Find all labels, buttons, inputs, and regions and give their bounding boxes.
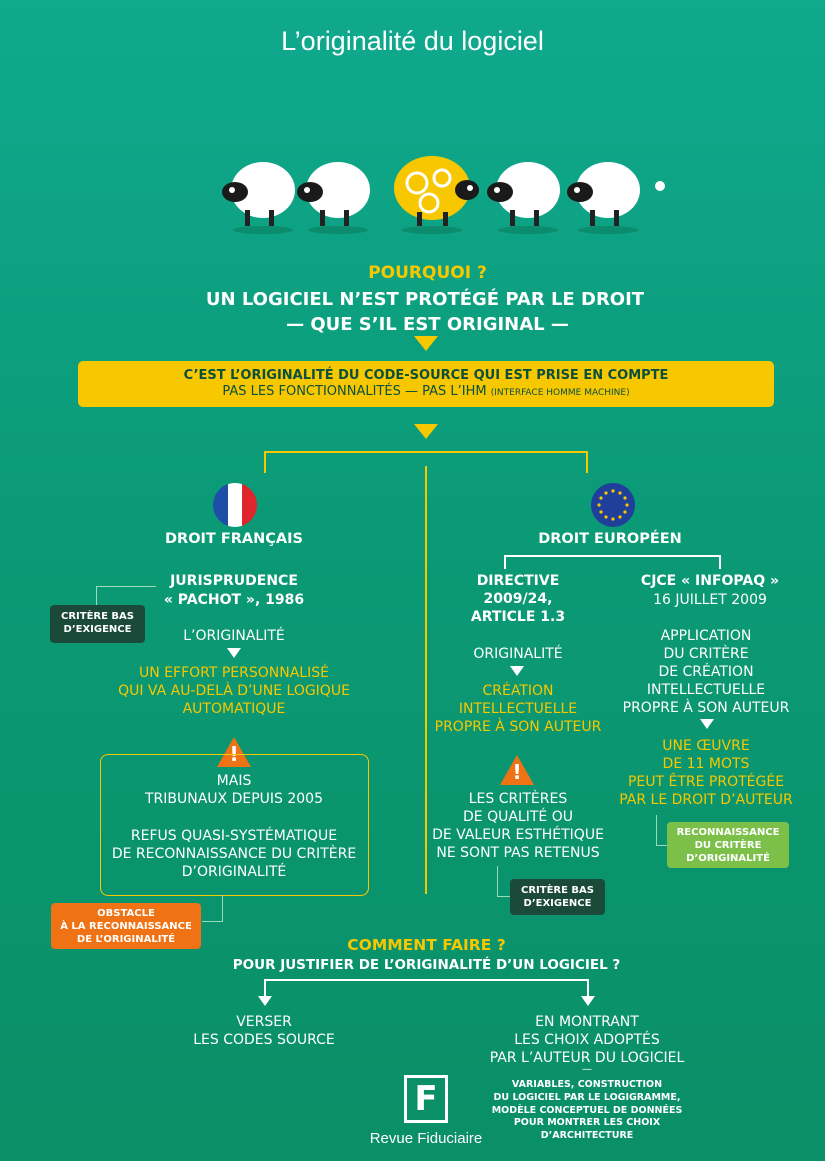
originality-label: L’ORIGINALITÉ xyxy=(183,628,285,644)
eu-flag-icon xyxy=(590,482,636,528)
why-question: POURQUOI ? xyxy=(368,263,487,283)
arrow-down-icon xyxy=(700,719,714,729)
connector-line xyxy=(497,866,498,896)
sheep-icon xyxy=(297,162,370,234)
revue-fiduciaire-logo-mark xyxy=(404,1075,448,1123)
branch-line xyxy=(587,979,589,997)
branch-line xyxy=(264,451,587,453)
french-law-heading: DROIT FRANÇAIS xyxy=(165,531,303,547)
courts-since-2005: MAIS TRIBUNAUX DEPUIS 2005 xyxy=(144,773,323,807)
arrow-down-icon xyxy=(227,648,241,658)
refusal-text: REFUS QUASI-SYSTÉMATIQUE DE RECONNAISSANCE DU CRITÈRE D’ORIGINALITÉ xyxy=(111,828,357,880)
golden-sheep-icon xyxy=(394,156,479,234)
personal-effort-text: UN EFFORT PERSONNALISÉ QUI VA AU-DELÀ D’UNE LOGIQUE AUTOMATIQUE xyxy=(118,665,350,717)
banner-line1: C’EST L’ORIGINALITÉ DU CODE-SOURCE QUI EST PRISE EN COMPTE xyxy=(183,368,669,383)
eleven-words-text: UNE ŒUVRE DE 11 MOTS PEUT ÊTRE PROTÉGÉE PAR LE DROIT D’AUTEUR xyxy=(619,738,793,808)
how-question: COMMENT FAIRE ? xyxy=(347,936,506,954)
branch-line xyxy=(264,451,266,473)
france-flag-icon xyxy=(212,482,258,528)
directive-originality: ORIGINALITÉ xyxy=(473,646,563,662)
sheep-icon xyxy=(487,162,560,234)
sheep-icon xyxy=(222,162,295,234)
cjce-date: 16 JUILLET 2009 xyxy=(653,592,767,608)
originality-recognition-tag: RECONNAISSANCE DU CRITÈRE D’ORIGINALITÉ xyxy=(667,822,789,868)
architecture-details: VARIABLES, CONSTRUCTION DU LOGICIEL PAR LE LOGIGRAMME, MODÈLE CONCEPTUEL DE DONNÉES POUR MONTRER LES CHOIX D’ARCHITECTURE xyxy=(491,1079,683,1142)
low-requirement-tag: CRITÈRE BAS D’EXIGENCE xyxy=(510,879,605,915)
directive-title: DIRECTIVE 2009/24, ARTICLE 1.3 xyxy=(470,573,566,625)
intellectual-creation-text: CRÉATION INTELLECTUELLE PROPRE À SON AUTEUR xyxy=(434,683,602,735)
banner-line2-small: (INTERFACE HOMME MACHINE) xyxy=(490,388,630,398)
arrow-down-icon xyxy=(510,666,524,676)
connector-line xyxy=(96,586,156,587)
sheep-illustration xyxy=(215,148,675,243)
sheep-icon xyxy=(567,162,665,234)
banner-line2 xyxy=(78,384,774,399)
arrow-down-icon xyxy=(581,996,595,1006)
branch-line xyxy=(504,555,720,557)
why-statement: UN LOGICIEL N’EST PROTÉGÉ PAR LE DROIT xyxy=(205,289,645,310)
revue-fiduciaire-logo-text: Revue Fiduciaire xyxy=(369,1130,483,1147)
branch-line xyxy=(264,979,266,997)
connector-line xyxy=(222,895,223,921)
branch-line xyxy=(586,451,588,473)
obstacle-tag: OBSTACLE À LA RECONNAISSANCE DE L’ORIGINALITÉ xyxy=(51,903,201,949)
branch-line xyxy=(504,555,506,569)
warning-icon: ! xyxy=(500,755,534,785)
connector-line xyxy=(202,921,223,922)
jurisprudence-case: « PACHOT », 1986 xyxy=(163,592,305,608)
low-requirement-tag: CRITÈRE BAS D’EXIGENCE xyxy=(50,605,145,643)
banner-line2-text: PAS LES FONCTIONNALITÉS — PAS L’IHM xyxy=(222,384,487,399)
criteria-not-retained: LES CRITÈRES DE QUALITÉ OU DE VALEUR ESTHÉTIQUE NE SONT PAS RETENUS xyxy=(432,791,604,861)
logo-letter: F xyxy=(407,1078,445,1120)
arrow-down-icon xyxy=(414,424,438,439)
warning-icon: ! xyxy=(217,737,251,767)
show-author-choices: EN MONTRANT LES CHOIX ADOPTÉS PAR L’AUTEUR DU LOGICIEL xyxy=(489,1014,685,1066)
branch-line xyxy=(719,555,721,569)
connector-line xyxy=(497,896,511,897)
why-statement-original: — QUE S’IL EST ORIGINAL — xyxy=(286,314,569,335)
how-statement: POUR JUSTIFIER DE L’ORIGINALITÉ D’UN LOGICIEL ? xyxy=(232,957,621,973)
connector-line xyxy=(96,586,97,606)
jurisprudence-title: JURISPRUDENCE xyxy=(170,573,298,589)
cjce-application-text: APPLICATION DU CRITÈRE DE CRÉATION INTELLECTUELLE PROPRE À SON AUTEUR xyxy=(622,628,790,716)
arrow-down-icon xyxy=(414,336,438,351)
cjce-title: CJCE « INFOPAQ » xyxy=(640,573,780,589)
submit-source-code: VERSER LES CODES SOURCE xyxy=(193,1014,335,1048)
connector-line xyxy=(656,815,657,845)
detail-dash: — xyxy=(582,1064,592,1075)
arrow-down-icon xyxy=(258,996,272,1006)
branch-line xyxy=(264,979,588,981)
european-law-heading: DROIT EUROPÉEN xyxy=(538,531,682,547)
source-code-banner xyxy=(78,361,774,407)
page-title: L’originalité du logiciel xyxy=(281,26,544,56)
